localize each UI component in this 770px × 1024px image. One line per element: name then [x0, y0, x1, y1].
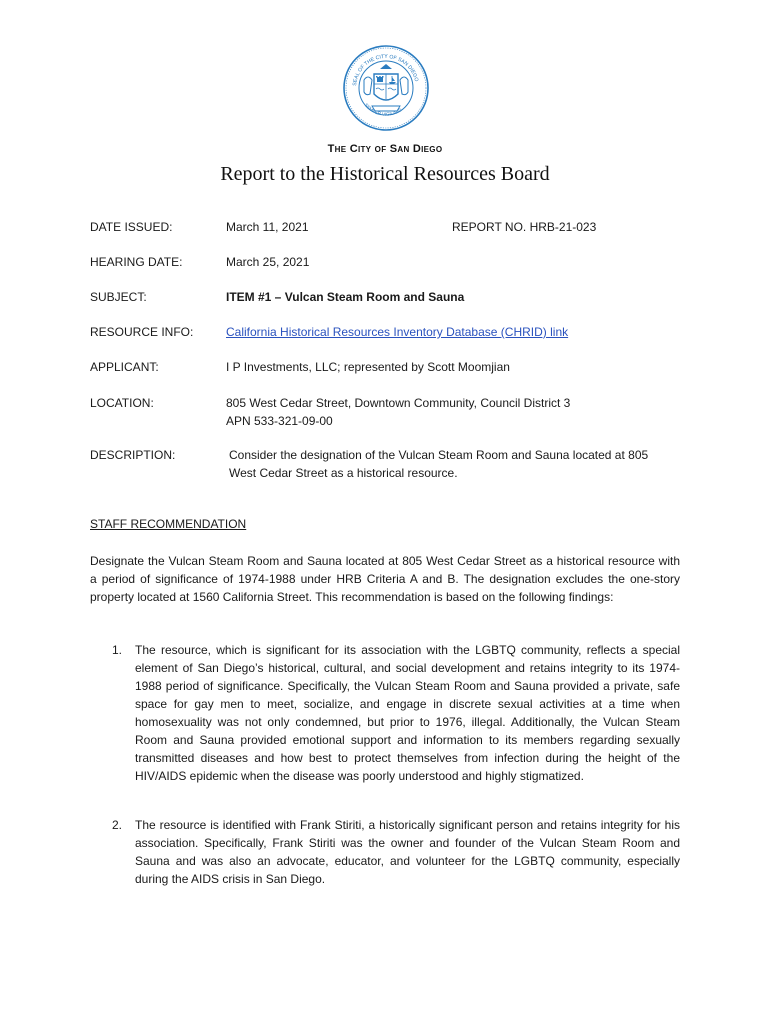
location-apn: APN 533-321-09-00 — [226, 414, 333, 428]
finding-number: 2. — [112, 818, 123, 832]
description-label: DESCRIPTION: — [90, 448, 176, 462]
finding-number: 1. — [112, 643, 123, 657]
city-name: The City of San Diego — [327, 143, 443, 155]
applicant-label: APPLICANT: — [90, 360, 159, 374]
finding-text: The resource is identified with Frank Stiriti, a historically significant person and retains integrity for his association. Specifically, Frank Stiriti was the owner and founder of the Vulcan Steam Room and Sauna and was also an advocate, educator, and volunteer for the LGBTQ community, especially during the AIDS crisis in San Diego. — [135, 818, 680, 886]
location-value — [226, 394, 666, 430]
page-title: Report to the Historical Resources Board — [220, 163, 550, 185]
city-seal-logo — [342, 44, 430, 132]
hearing-date-label: HEARING DATE: — [90, 255, 183, 269]
date-issued-label: DATE ISSUED: — [90, 220, 173, 234]
finding-text: The resource, which is significant for its association with the LGBTQ community, reflects a special element of San Diego’s historical, cultural, and social development and retains integrity to its 1974-1988 period of significance. Specifically, the Vulcan Steam Room and Sauna provided a private, safe space for gay men to meet, socialize, and engage in discrete sexual activities at a time when homosexuality was not only condemned, but prior to 1976, illegal. Additionally, the Vulcan Steam Room and Sauna provided emotional support and information to its members regarding sexually transmitted diseases and how best to protect themselves from infection during the height of the HIV/AIDS epidemic when the disease was poorly understood and highly stigmatized. — [135, 643, 680, 783]
recommendation-intro: Designate the Vulcan Steam Room and Sauna located at 805 West Cedar Street as a historical resource with a period of significance of 1974-1988 under HRB Criteria A and B. The designation excludes the one-story property located at 1560 California Street. This recommendation is based on the following findings: — [90, 554, 680, 604]
applicant-value: I P Investments, LLC; represented by Scott Moomjian — [226, 360, 510, 374]
seal-ring-text-bottom: SEMPER VIGILANS — [363, 102, 403, 117]
chrid-link[interactable]: California Historical Resources Inventory Database (CHRID) link — [226, 325, 569, 339]
date-issued-value: March 11, 2021 — [226, 220, 309, 234]
svg-text:SEMPER VIGILANS — [364, 102, 403, 116]
resource-info-label: RESOURCE INFO: — [90, 325, 194, 339]
staff-recommendation-heading: STAFF RECOMMENDATION — [90, 517, 247, 531]
description-value: Consider the designation of the Vulcan Steam Room and Sauna located at 805 West Cedar Street as a historical resource. — [229, 448, 649, 480]
seal-icon — [342, 44, 430, 132]
location-address: 805 West Cedar Street, Downtown Community, Council District 3 — [226, 396, 571, 410]
report-number: REPORT NO. HRB-21-023 — [452, 220, 597, 234]
subject-label: SUBJECT: — [90, 290, 147, 304]
hearing-date-value: March 25, 2021 — [226, 255, 310, 269]
location-label: LOCATION: — [90, 396, 154, 410]
seal-ring-text-top: SEAL OF THE CITY OF SAN DIEGO — [352, 53, 420, 87]
subject-value: ITEM #1 – Vulcan Steam Room and Sauna — [226, 290, 465, 304]
